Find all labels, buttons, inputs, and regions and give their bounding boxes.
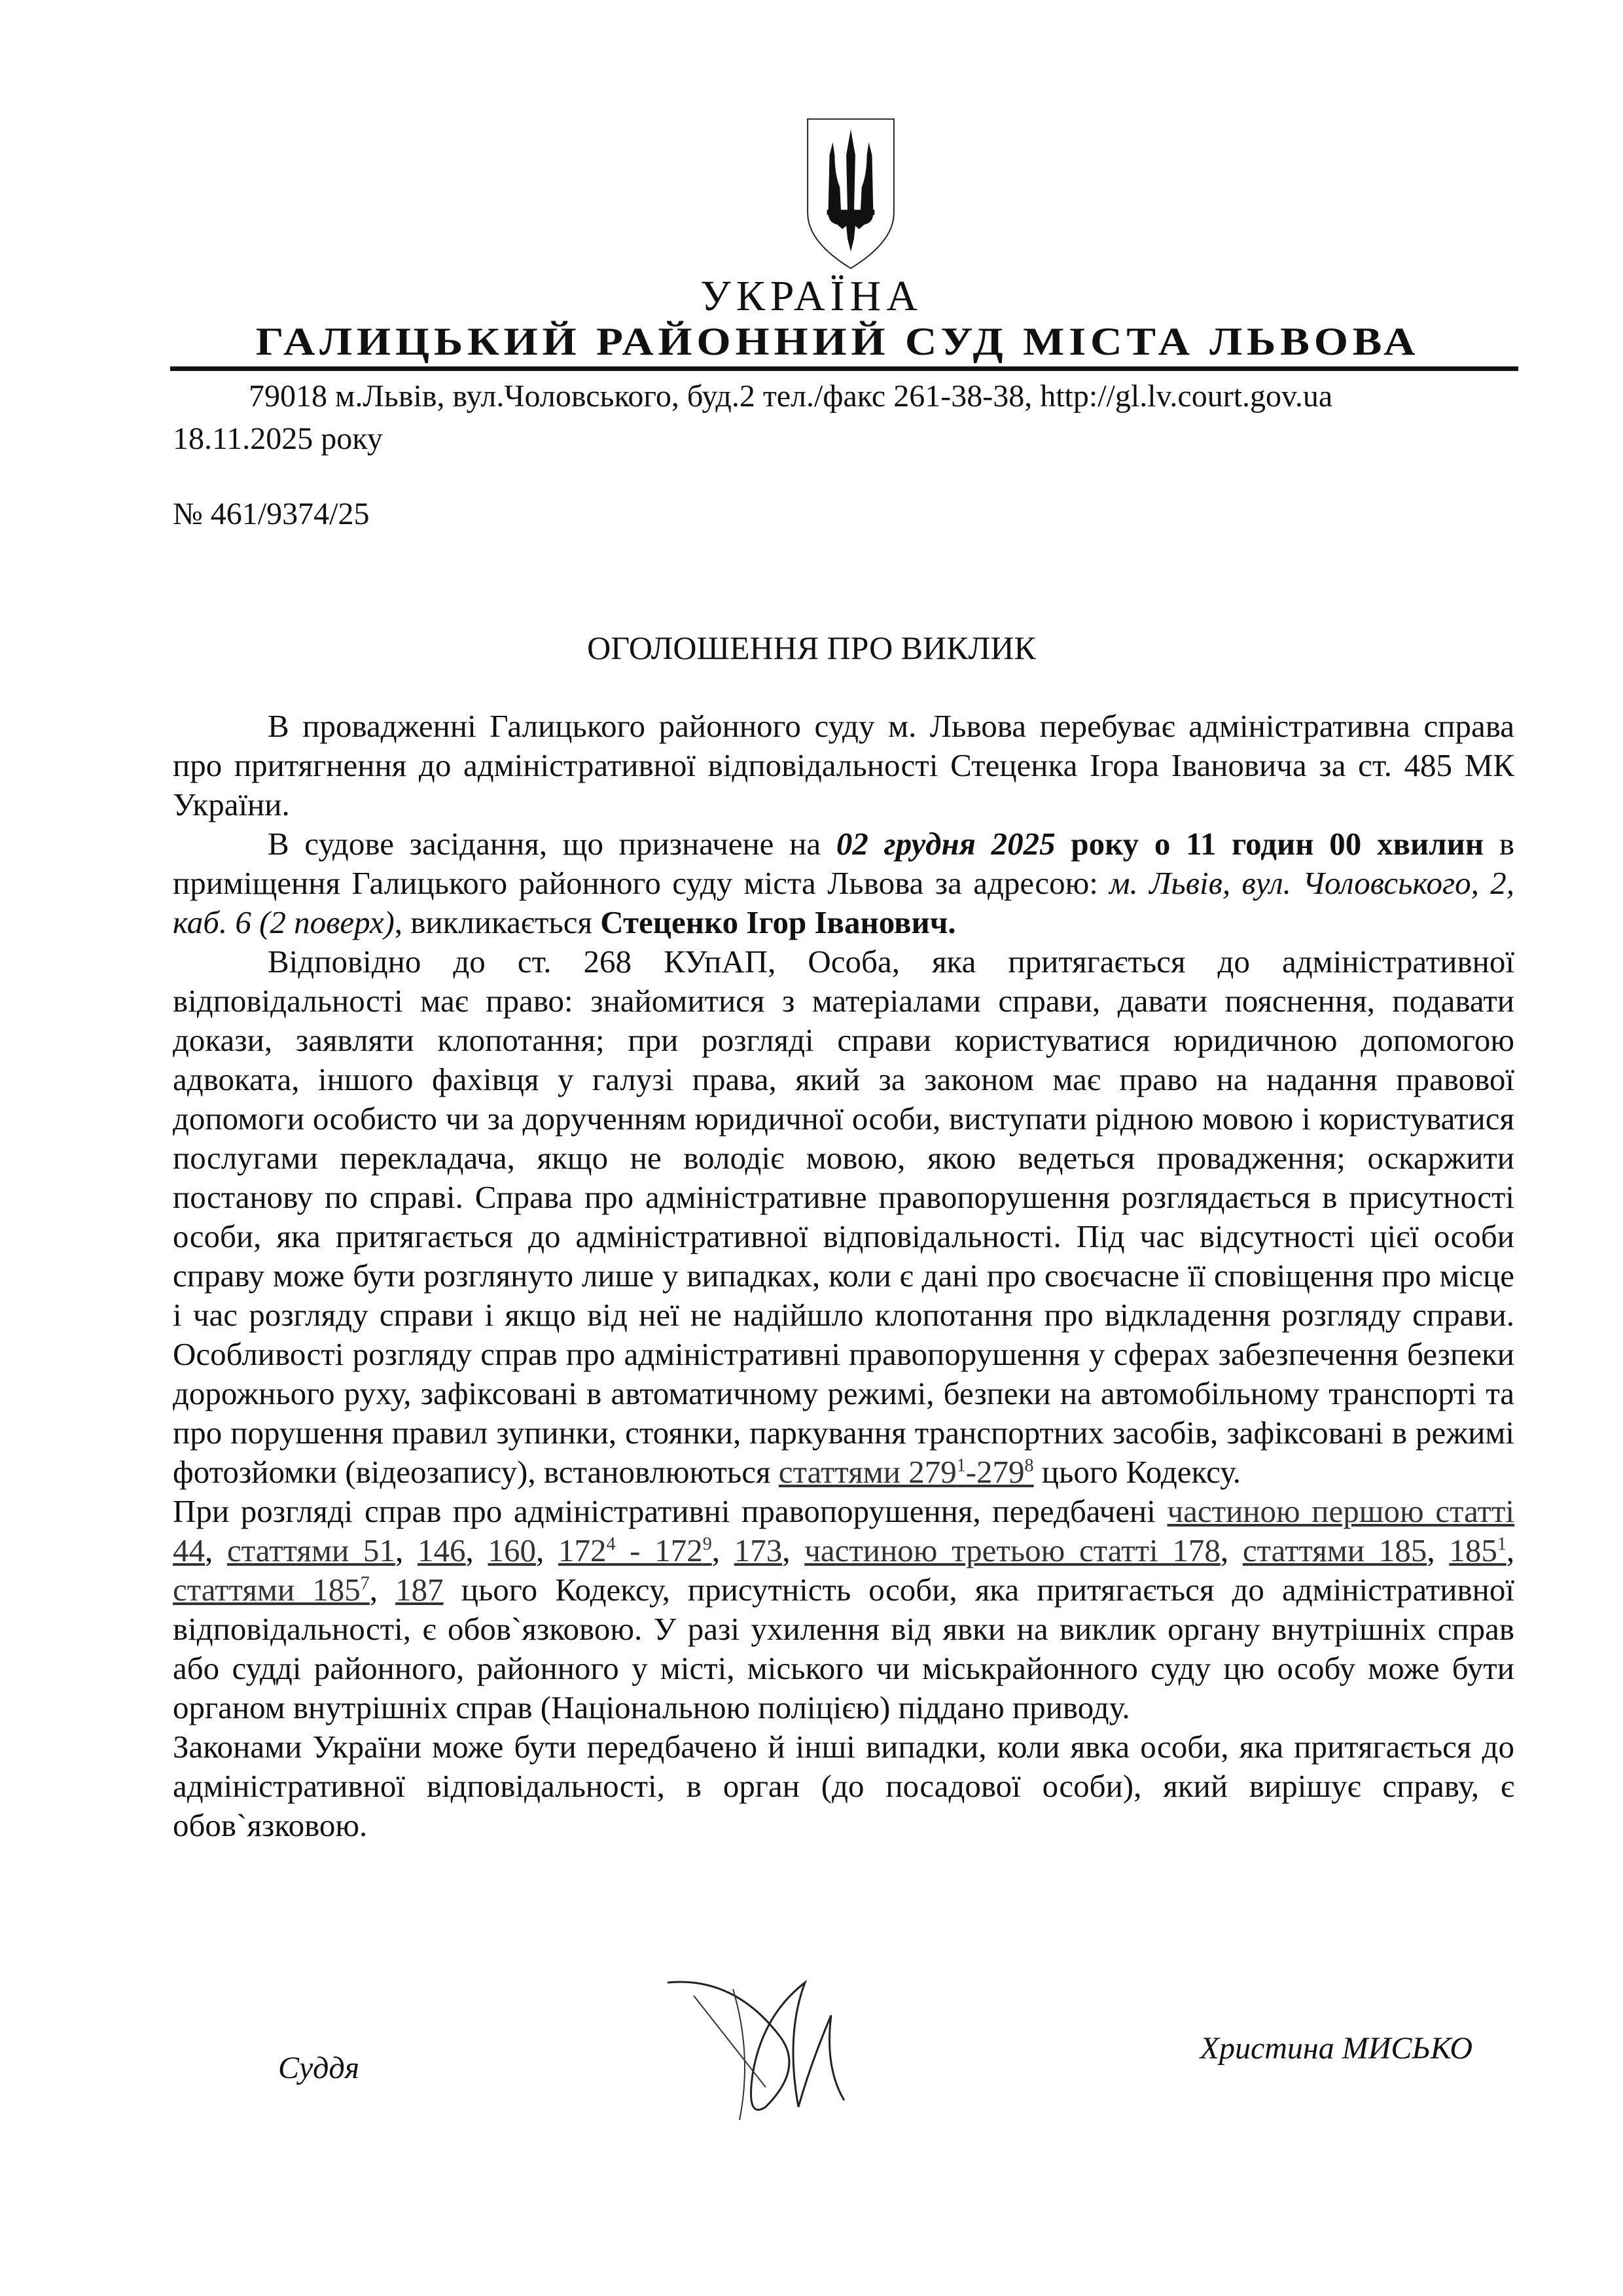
header-divider <box>170 366 1518 371</box>
article-link[interactable]: статтями $279^1-279^8$ <box>778 1454 1034 1490</box>
hearing-time: року о 11 годин 00 хвилин <box>1055 826 1484 862</box>
hearing-date: 02 грудня 2025 <box>836 826 1056 862</box>
text: цього Кодексу. <box>1033 1454 1241 1490</box>
paragraph-mandatory-presence: При розгляді справ про адміністративні правопорушення, передбачені частиною першою статті 44, статтями 51, 146, 160, $172^4 - 172^9$, 173, частиною третьою статті 178, статтями 185, $185^1$, статтями $185^7$, 187 цього Кодексу, присутність особи, яка притягається до адміністративної відповідальності, є обов`язковою. У разі ухилення від явки на виклик органу внутрішніх справ або судді районного, районного у місті, міського чи міськрайонного суду цю особу може бути органом внутрішніх справ (Національною поліцією) піддано приводу. <box>173 1493 1515 1725</box>
document-body <box>173 707 1514 1845</box>
article-link[interactable]: 146 <box>417 1532 466 1568</box>
coat-of-arms-emblem <box>802 116 900 271</box>
summoned-person: Стеценко Ігор Іванович. <box>600 904 956 940</box>
court-address: 79018 м.Львів, вул.Чоловського, буд.2 тел./факс 261-38-38, http://gl.lv.court.gov.ua <box>249 379 1333 414</box>
text: При розгляді справ про адміністративні правопорушення, передбачені <box>173 1493 1168 1529</box>
text: , викликається <box>394 904 601 940</box>
article-link[interactable]: 160 <box>488 1532 536 1568</box>
judge-name: Христина МИСЬКО <box>1200 2031 1472 2066</box>
text: Відповідно до ст. 268 КУпАП, Особа, яка притягається до адміністративної відповідальності має право: знайомитися з матеріалами справи, давати пояснення, подавати докази, заявляти клопотання; при розгляді справи користуватися юридичною допомогою адвоката, іншого фахівця у галузі права, який за законом має право на надання правової допомоги особисто чи за дорученням юридичної особи, виступати рідною мовою і користуватися послугами перекладача, якщо не володіє мовою, якою ведеться провадження; оскаржити постанову по справі. Справа про адміністративне правопорушення розглядається в присутності особи, яка притягається до адміністративної відповідальності. Під час відсутності цієї особи справу може бути розглянуто лише у випадках, коли є дані про своєчасне її сповіщення про місце і час розгляду справи і якщо від неї не надійшло клопотання про відкладення розгляду справи. Особливості розгляду справ про адміністративні правопорушення у сферах забезпечення безпеки дорожнього руху, зафіксовані в автоматичному режимі, безпеки на автомобільному транспорті та про порушення правил зупинки, стоянки, паркування транспортних засобів, зафіксовані в режимі фотозйомки (відеозапису), встановлюються <box>173 944 1514 1490</box>
paragraph-hearing <box>173 824 1514 942</box>
article-link[interactable]: частиною третьою статті 178 <box>804 1532 1221 1568</box>
paragraph-case-info: В провадженні Галицького районного суду м. Львова перебуває адміністративна справа про притягнення до адміністративної відповідальності Стеценка Ігора Івановича за ст. 485 МК України. <box>173 708 1514 822</box>
hearing-place: м. Львів, вул. Чоловського, 2, каб. 6 (2 поверх) <box>173 865 1515 940</box>
article-link[interactable]: 173 <box>734 1532 783 1568</box>
article-link[interactable]: статтями $185^7$ <box>173 1572 370 1608</box>
article-link[interactable]: статтями 185 <box>1242 1532 1427 1568</box>
text: В судове засідання, що призначене на <box>268 826 836 862</box>
case-number: № 461/9374/25 <box>173 497 370 531</box>
country-name: УКРАЇНА <box>700 272 923 320</box>
text: цього Кодексу, присутність особи, яка притягається до адміністративної відповідальності, є обов`язковою. У разі ухилення від явки на виклик органу внутрішніх справ або судді районного, районного у місті, міського чи міськрайонного суду цю особу може бути органом внутрішніх справ (Національною поліцією) піддано приводу. <box>173 1572 1514 1725</box>
document-title: ОГОЛОШЕННЯ ПРО ВИКЛИК <box>587 629 1036 666</box>
article-link[interactable]: статтями 51 <box>227 1532 395 1568</box>
court-name: ГАЛИЦЬКИЙ РАЙОННИЙ СУД МІСТА ЛЬВОВА <box>255 320 1420 363</box>
article-link[interactable]: $172^4 - 172^9$ <box>558 1532 712 1568</box>
paragraph-rights <box>173 942 1514 1492</box>
article-link[interactable]: 187 <box>395 1572 444 1608</box>
article-link[interactable]: частиною першою статті 44 <box>173 1493 1514 1568</box>
document-date: 18.11.2025 року <box>173 421 383 456</box>
judge-label: Суддя <box>278 2051 360 2085</box>
handwritten-signature <box>654 1956 864 2127</box>
article-link[interactable]: $185^1$ <box>1449 1532 1507 1568</box>
paragraph-other-cases: Законами України може бути передбачено й інші випадки, коли явка особи, яка притягається до адміністративної відповідальності, в орган (до посадової особи), який вирішує справу, є обов`язковою. <box>173 1729 1514 1843</box>
text: в приміщення Галицького районного суду міста Львова за адресою: <box>173 826 1515 901</box>
